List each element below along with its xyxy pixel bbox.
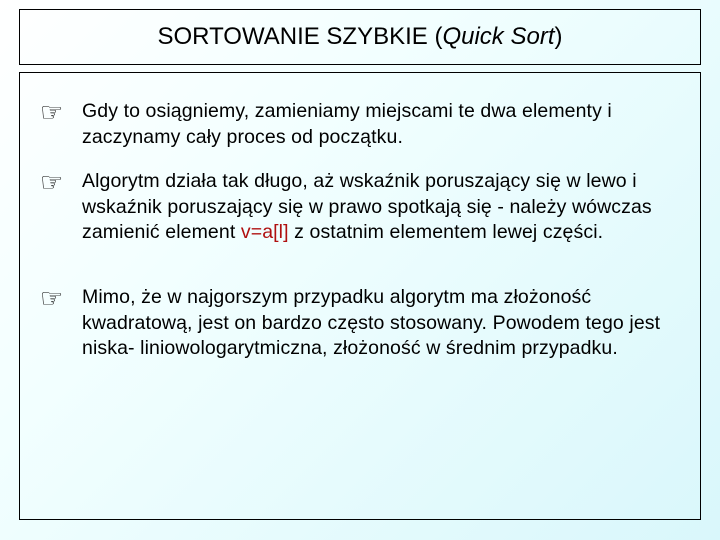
bullet-item-2 <box>40 169 680 246</box>
bullet-text-2-highlight: v=a[l] <box>240 221 289 243</box>
bullet-text-2-before: Algorytm działa tak długo, aż wskaźnik poruszający się w lewo i wskaźnik poruszający się w prawo spotkają się - należy wówczas zamienić element <box>82 170 652 243</box>
bullet-item-1 <box>40 99 680 150</box>
bullet-text-2-after: z ostatnim elementem lewej części. <box>288 221 604 243</box>
slide-title <box>19 9 701 65</box>
bullet-text-3: Mimo, że w najgorszym przypadku algorytm ma złożoność kwadratową, jest on bardzo często stosowany. Powodem tego jest niska- liniowologarytmiczna, złożoność w średnim przypadku. <box>82 286 661 359</box>
bullet-text-2 <box>82 169 680 246</box>
pointing-hand-icon: ☞ <box>40 283 64 313</box>
title-italic: Quick Sort <box>442 23 555 50</box>
content-box <box>19 72 701 520</box>
pointing-hand-icon: ☞ <box>40 167 64 197</box>
bullet-item-3 <box>40 285 680 362</box>
title-close: ) <box>554 23 563 50</box>
bullet-text-1: Gdy to osiągniemy, zamieniamy miejscami te dwa elementy i zaczynamy cały proces od początku. <box>82 100 612 148</box>
title-main: SORTOWANIE SZYBKIE ( <box>157 23 443 50</box>
pointing-hand-icon: ☞ <box>40 97 64 127</box>
